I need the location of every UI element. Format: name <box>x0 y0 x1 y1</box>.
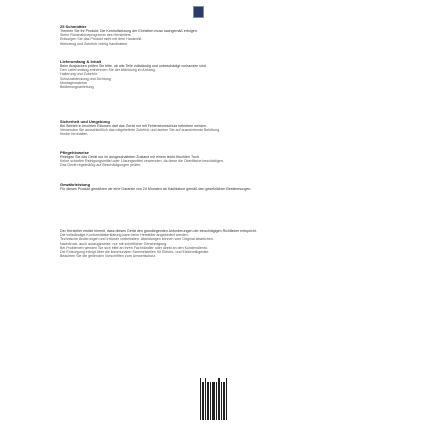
barcode-bar <box>216 382 217 420</box>
barcode-bar <box>202 382 204 420</box>
legal-line: Beachten Sie die geltenden Vorschriften zum Umweltschutz. <box>60 254 157 259</box>
section-line: Schutzabdeckung und Dichtung <box>60 76 111 81</box>
legal-line: Die Entsorgung erfolgt über die kommunalen Sammelstellen für Elektro- und Elektronikgeräte. <box>60 250 210 255</box>
header-line: Werkzeug und Zubehör richtig handhaben. <box>60 41 129 46</box>
legal-line: Nachdruck, auch auszugsweise, nur mit schriftlicher Genehmigung. <box>60 241 168 246</box>
section-title: Sicherheit und Umgebung <box>60 119 110 124</box>
section-line: Halterung und Zubehör <box>60 72 97 77</box>
barcode-bar <box>223 382 225 420</box>
section-line: Beim Auspacken prüfen Sie bitte, ob alle Teile vollständig und unbeschädigt vorhanden sind. <box>60 64 207 68</box>
section-title: Lieferumfang & Inhalt <box>60 59 102 64</box>
header-line: Trennen Sie Ihr Produkt: Die Kontrollsetzung der Einheiten muss sachgemäß erfolgen. <box>60 29 198 33</box>
section-line: Keine scharfen Reinigungsmittel oder Lösungsmittel verwenden, da diese die Oberfläche beschädigen. <box>60 159 224 164</box>
legal-line: Die vollständige Konformitätserklärung kann beim Hersteller angefordert werden. <box>60 233 189 238</box>
barcode-bar <box>221 382 222 420</box>
section-line: Den Lieferumfang entnehmen Sie der Abbildung im Anhang. <box>60 68 156 73</box>
section-line: Verwenden Sie ausschließlich das mitgelieferte Zubehör und achten Sie auf ausreichende Belüftung. <box>60 128 221 133</box>
section-line: Bei Betrieb in feuchten Räumen darf das Gerät nur mit Fehlerstromschutz betrieben werden. <box>60 124 208 128</box>
header-section <box>60 24 390 46</box>
barcode-bar <box>226 378 227 420</box>
barcode-bar <box>210 382 211 420</box>
section-warranty <box>60 182 390 191</box>
section-line: Kinder fernhalten. <box>60 132 89 137</box>
legal-line: Technische Änderungen und Irrtümer vorbehalten. Abbildungen können vom Original abweichen. <box>60 237 214 242</box>
legal-line: Bei Problemen wenden Sie sich bitte an Ihren Fachhändler oder direkt an den Kundendienst. <box>60 245 208 250</box>
section-title: Pflegehinweise <box>60 150 89 155</box>
brand-logo <box>193 6 204 18</box>
section-line: Für dieses Produkt gewähren wir eine Garantie von 24 Monaten ab Kaufdatum gemäß den gesetzlichen Bestimmungen. <box>60 187 252 191</box>
barcode-bar <box>200 378 201 420</box>
barcode-bar <box>218 378 220 420</box>
section-line: Reinigen Sie das Gerät nur im ausgeschalteten Zustand mit einem leicht feuchten Tuch. <box>60 155 200 159</box>
barcode <box>200 376 236 420</box>
header-line: Entsorgen Sie das Produkt nicht mit dem Hausmüll. <box>60 37 143 42</box>
section-title: Gewährleistung <box>60 182 91 187</box>
barcode-bar <box>212 382 215 420</box>
section-care <box>60 150 390 168</box>
barcode-bar <box>205 378 206 420</box>
section-line: Montagematerial <box>60 80 87 85</box>
legal-line: Der Hersteller erklärt hiermit, dass dieses Gerät den grundlegenden Anforderungen der einschlägigen Richtlinien entspricht. <box>60 229 257 233</box>
section-line: Das Gerät regelmäßig auf Beschädigungen prüfen. <box>60 163 142 168</box>
header-title: 25 Schmidtter <box>60 24 87 29</box>
section-contents <box>60 59 390 89</box>
barcode-bar <box>207 382 209 420</box>
header-line: Siehe Rücknahmeprogramm des Herstellers. <box>60 33 132 38</box>
section-legal <box>60 229 390 258</box>
section-line: Bedienungsanleitung <box>60 85 94 90</box>
section-safety <box>60 119 390 137</box>
